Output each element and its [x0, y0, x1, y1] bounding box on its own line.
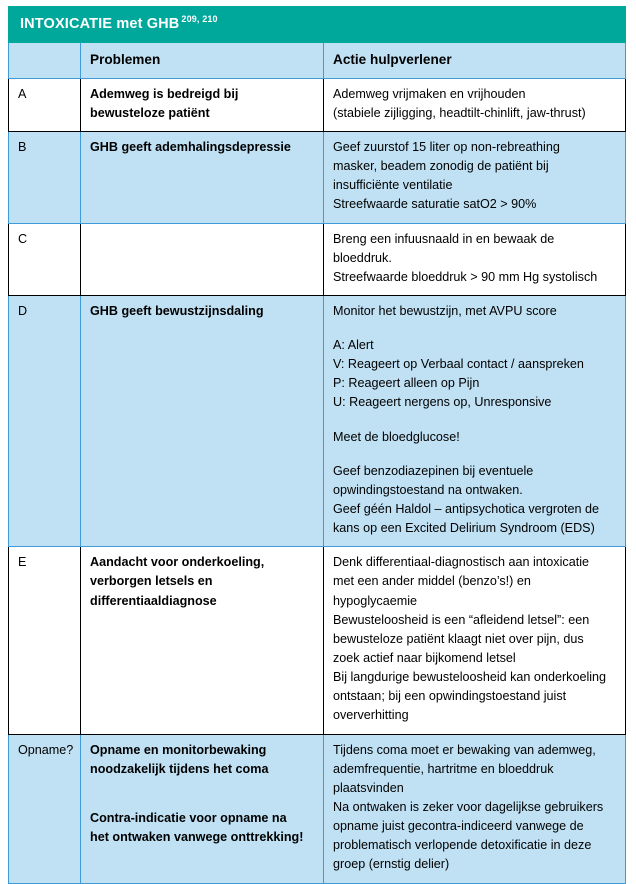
text-line: A: Alert: [333, 338, 374, 353]
row-letter-a: A: [9, 78, 81, 131]
row-letter-d: D: [9, 295, 81, 546]
text-line: Ademweg is bedreigd bij: [90, 86, 239, 101]
table-body: [9, 7, 626, 884]
row-action-opname: [324, 734, 626, 883]
text-line: opname juist gecontra-indiceerd vanwege de: [333, 819, 584, 834]
text-line: groep (ernstig delier): [333, 857, 450, 872]
table-row-c: [9, 223, 626, 295]
row-letter-opname: Opname?: [9, 734, 81, 883]
text-line: Streefwaarde saturatie satO2 > 90%: [333, 197, 537, 212]
text-line: Breng een infuusnaald in en bewaak de: [333, 231, 555, 246]
row-letter-c: C: [9, 223, 81, 295]
text-line: GHB geeft ademhalingsdepressie: [90, 139, 291, 154]
text-line: opwindingstoestand na ontwaken.: [333, 482, 523, 497]
row-letter-e: E: [9, 547, 81, 734]
text-line: Opname en monitorbewaking: [90, 742, 267, 757]
row-problem-e: [81, 547, 324, 734]
text-line: Geef benzodiazepinen bij eventuele: [333, 463, 534, 478]
row-action-c: [324, 223, 626, 295]
column-header-letter: [9, 43, 81, 79]
column-header-row: [9, 43, 626, 79]
text-line: bewusteloze patiënt: [90, 105, 210, 120]
row-action-e: [324, 547, 626, 734]
text-line: Ademweg vrijmaken en vrijhouden: [333, 86, 526, 101]
text-line: hypoglycaemie: [333, 593, 418, 608]
text-spacer: [333, 447, 617, 462]
column-header-problem: [81, 43, 324, 79]
text-line: Tijdens coma moet er bewaking van ademweg,: [333, 742, 596, 757]
text-line: ontstaan; bij een opwindingstoestand juist: [333, 689, 567, 704]
text-line: insufficiënte ventilatie: [333, 178, 453, 193]
text-line: het ontwaken vanwege onttrekking!: [90, 830, 304, 845]
table-row-d: [9, 295, 626, 546]
text-line: oververhitting: [333, 708, 409, 723]
text-line: Na ontwaken is zeker voor dagelijkse gebruikers: [333, 800, 604, 815]
row-problem-d: [81, 295, 324, 546]
text-line: P: Reageert alleen op Pijn: [333, 376, 480, 391]
text-line: Bij langdurige bewusteloosheid kan onderkoeling: [333, 670, 607, 685]
text-line: problematisch verlopende detoxificatie in deze: [333, 838, 592, 853]
text-line: noodzakelijk tijdens het coma: [90, 761, 269, 776]
text-line: Meet de bloedglucose!: [333, 429, 460, 444]
column-header-problem-label: Problemen: [90, 52, 161, 67]
text-line: zoek actief naar bijkomend letsel: [333, 651, 516, 666]
text-line: Geef zuurstof 15 liter op non-rebreathing: [333, 139, 560, 154]
row-problem-c: [81, 223, 324, 295]
text-line: met een ander middel (benzo’s!) en: [333, 574, 531, 589]
text-line: differentiaaldiagnose: [90, 593, 217, 608]
text-line: (stabiele zijligging, headtilt-chinlift, jaw-thrust): [333, 105, 586, 120]
text-line: ademfrequentie, hartritme en bloeddruk: [333, 761, 554, 776]
text-line: Streefwaarde bloeddruk > 90 mm Hg systolisch: [333, 269, 598, 284]
column-header-action: [324, 43, 626, 79]
text-line: GHB geeft bewustzijnsdaling: [90, 303, 264, 318]
table-title-text: INTOXICATIE met GHB: [20, 16, 180, 32]
text-line: kans op een Excited Delirium Syndroom (EDS): [333, 521, 595, 536]
table-row-a: [9, 78, 626, 131]
table-title-cell: [9, 7, 626, 43]
text-spacer: [90, 779, 315, 794]
row-letter-b: B: [9, 131, 81, 223]
table-row-b: [9, 131, 626, 223]
text-line: masker, beadem zonodig de patiënt bij: [333, 159, 549, 174]
text-line: U: Reageert nergens op, Unresponsive: [333, 395, 552, 410]
table-row-e: [9, 547, 626, 734]
table-title: [20, 16, 218, 32]
row-problem-opname: [81, 734, 324, 883]
row-action-a: [324, 78, 626, 131]
text-line: Denk differentiaal-diagnostisch aan intoxicatie: [333, 555, 589, 570]
text-line: bloeddruk.: [333, 250, 392, 265]
table-row-opname: [9, 734, 626, 883]
row-problem-b: [81, 131, 324, 223]
text-line: bewusteloze patiënt klaagt niet over pijn, dus: [333, 631, 584, 646]
intoxication-protocol-table: [8, 6, 626, 884]
row-problem-a: [81, 78, 324, 131]
text-line: Geef géén Haldol – antipsychotica vergroten de: [333, 502, 600, 517]
row-action-b: [324, 131, 626, 223]
text-line: Monitor het bewustzijn, met AVPU score: [333, 303, 557, 318]
text-spacer: [90, 794, 315, 809]
text-line: Aandacht voor onderkoeling,: [90, 555, 265, 570]
text-spacer: [333, 413, 617, 428]
text-line: Bewusteloosheid is een “afleidend letsel”: een: [333, 612, 590, 627]
text-line: V: Reageert op Verbaal contact / aanspreken: [333, 357, 584, 372]
table-title-references: 209, 210: [181, 14, 218, 25]
text-line: plaatsvinden: [333, 780, 404, 795]
column-header-action-label: Actie hulpverlener: [333, 52, 452, 67]
table-title-row: [9, 7, 626, 43]
text-line: verborgen letsels en: [90, 574, 213, 589]
row-action-d: [324, 295, 626, 546]
text-spacer: [333, 321, 617, 336]
text-line: Contra-indicatie voor opname na: [90, 810, 287, 825]
